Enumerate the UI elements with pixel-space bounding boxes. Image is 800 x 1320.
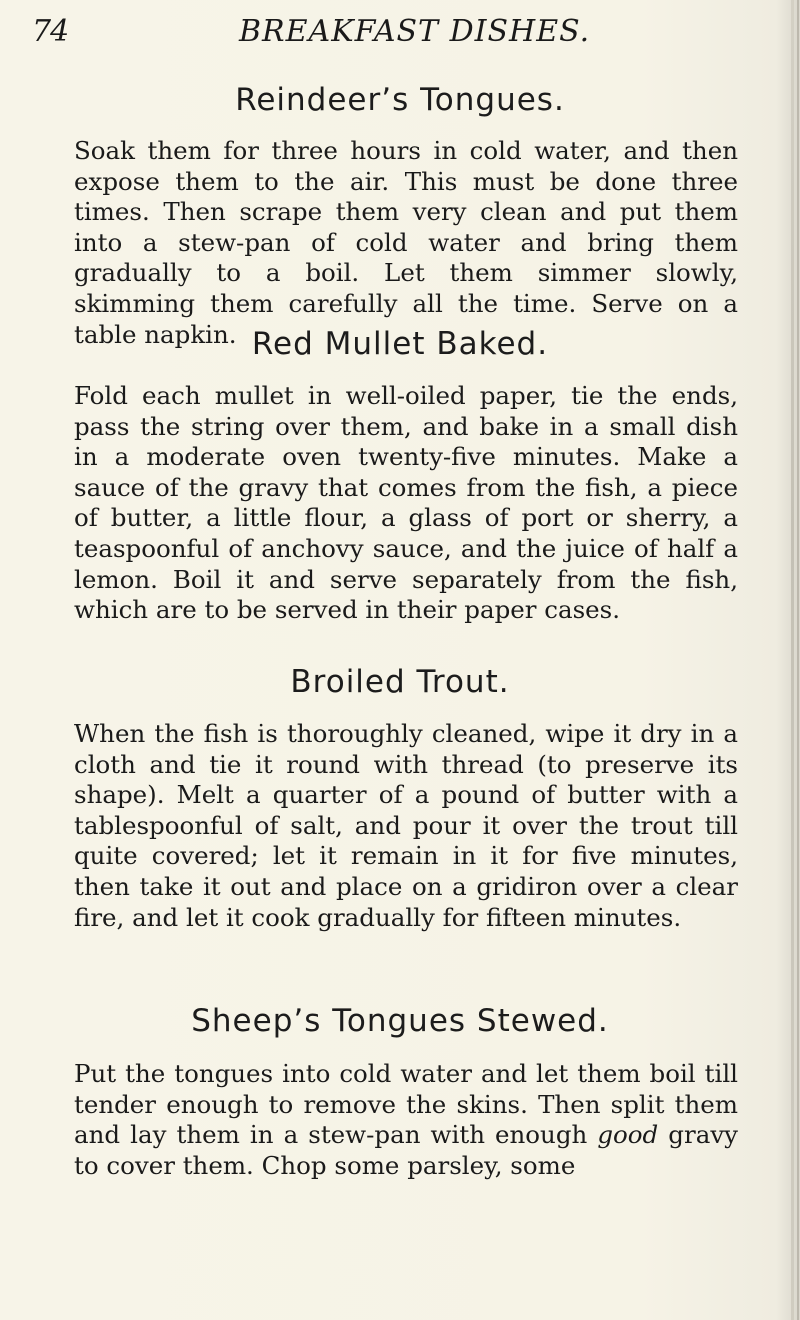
page-edge [797, 0, 799, 1320]
recipe-title-red-mullet: Red Mullet Baked. [251, 326, 549, 362]
recipe-title-reindeer-tongues: Reindeer’s Tongues. [235, 82, 565, 118]
page-number: 74 [32, 14, 69, 49]
running-title: BREAKFAST DISHES. [239, 14, 591, 49]
page-edge-shadow [791, 0, 794, 1320]
recipe-title-broiled-trout: Broiled Trout. [290, 664, 510, 700]
recipe-body-sheeps-tongues [74, 1059, 738, 1181]
recipe-body-reindeer-tongues: Soak them for three hours in cold water, and then expose them to the air. This must be done three times. Then scrape them very clean and put them into a stew-pan of cold water and bring them gradually to a boil. Let them simmer slowly, skimming them carefully all the time. Serve on a table napkin. [74, 136, 738, 349]
running-head [32, 14, 772, 54]
recipe-body-text: Put the tongues into cold water and let them boil till tender enough to remove the skins. Then split them and lay them in a stew-pan with enough [74, 1059, 738, 1150]
recipe-body-text-end: gravy to cover them. Chop some parsley, some [74, 1120, 738, 1180]
recipe-body-red-mullet: Fold each mullet in well-oiled paper, tie the ends, pass the string over them, and bake in a small dish in a moderate oven twenty-five minutes. Make a sauce of the gravy that comes from the fish, a piece of butter, a little flour, a glass of port or sherry, a teaspoonful of anchovy sauce, and the juice of half a lemon. Boil it and serve separately from the fish, which are to be served in their paper cases. [74, 381, 738, 625]
recipe-body-broiled-trout: When the fish is thoroughly cleaned, wipe it dry in a cloth and tie it round with thread (to preserve its shape). Melt a quarter of a pound of butter with a tablespoonful of salt, and pour it over the trout till quite covered; let it remain in it for five minutes, then take it out and place on a gridiron over a clear fire, and let it cook gradually for fifteen minutes. [74, 719, 738, 932]
recipe-title-sheeps-tongues: Sheep’s Tongues Stewed. [191, 1003, 609, 1039]
recipe-body-italic-word: good [597, 1120, 659, 1150]
